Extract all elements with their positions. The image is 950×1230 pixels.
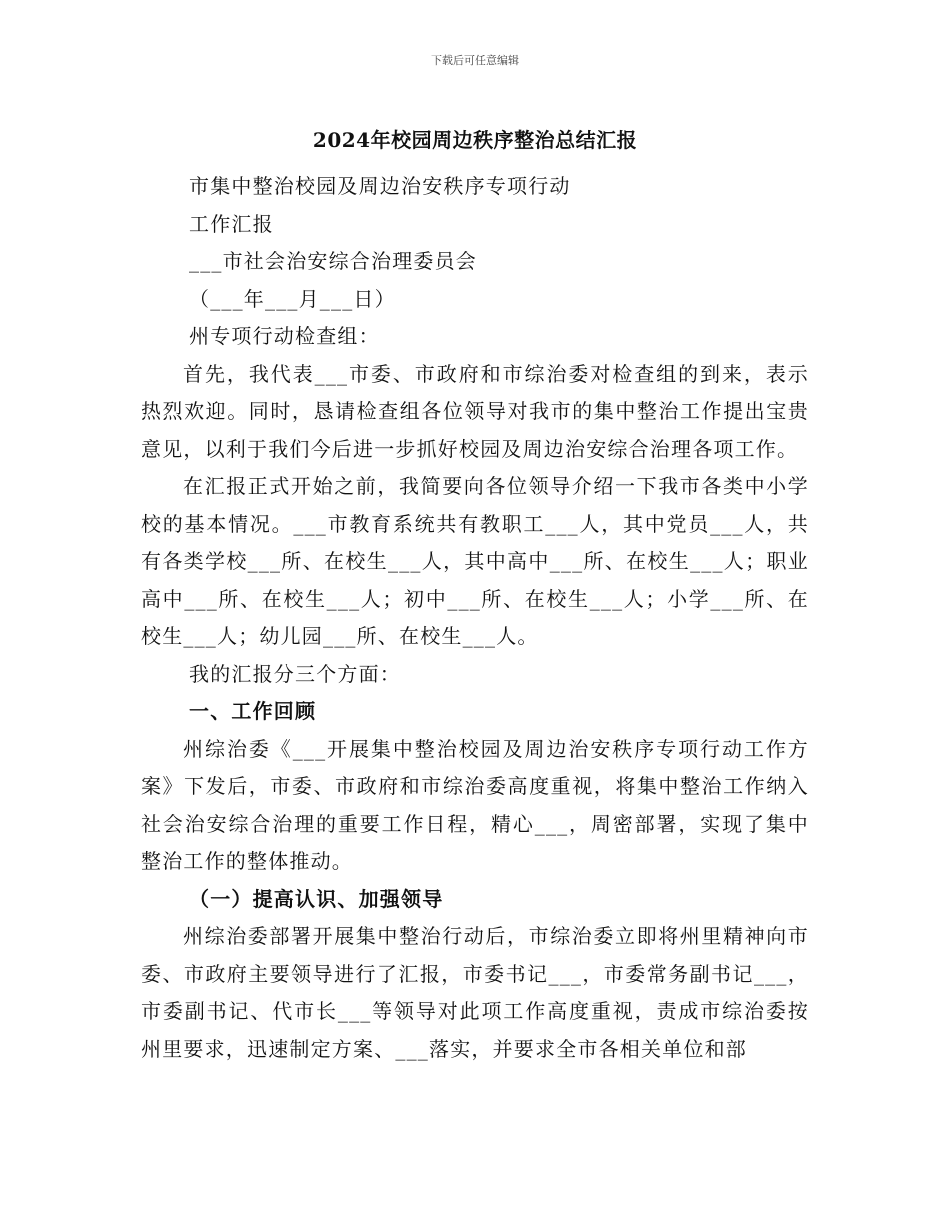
issuer-line: ___市社会治安综合治理委员会 [189, 249, 477, 273]
subtitle-line: 工作汇报 [189, 211, 274, 236]
body-paragraph: 我的汇报分三个方面： [189, 661, 401, 686]
body-paragraph: 在汇报正式开始之前，我简要向各位领导介绍一下我市各类中小学校的基本情况。___市教育系统共有教职工___人，其中党员___人，共有各类学校___所、在校生___人，其中高中___所、在校生___人；职业高中___所、在校生___人；初中___所、在校生___人；小学___所、在校生___人；幼儿园___所、在校生___人。 [141, 474, 809, 648]
body-paragraph: 州综治委部署开展集中整治行动后，市综治委立即将州里精神向市委、市政府主要领导进行了汇报，市委书记___，市委常务副书记___，市委副书记、代市长___等领导对此项工作高度重视，责成市综治委按州里要求，迅速制定方案、___落实，并要求全市各相关单位和部 [141, 924, 809, 1061]
document-body [141, 168, 809, 1068]
document-title: 2024年校园周边秩序整治总结汇报 [312, 128, 638, 152]
body-paragraph: 州综治委《___开展集中整治校园及周边治安秩序专项行动工作方案》下发后，市委、市政府和市综治委高度重视，将集中整治工作纳入社会治安综合治理的重要工作日程，精心___，周密部署，实现了集中整治工作的整体推动。 [141, 736, 809, 873]
date-line: （___年___月___日） [189, 286, 396, 311]
subtitle-line: 市集中整治校园及周边治安秩序专项行动 [189, 174, 571, 198]
body-paragraph: 首先，我代表___市委、市政府和市综治委对检查组的到来，表示热烈欢迎。同时，恳请检查组各位领导对我市的集中整治工作提出宝贵意见，以利于我们今后进一步抓好校园及周边治安综合治理各项工作。 [141, 361, 809, 461]
subsection-heading: （一）提高认识、加强领导 [189, 886, 444, 911]
header-note: 下载后可任意编辑 [431, 54, 519, 67]
section-heading: 一、工作回顾 [189, 699, 317, 723]
salutation: 州专项行动检查组： [189, 324, 380, 348]
